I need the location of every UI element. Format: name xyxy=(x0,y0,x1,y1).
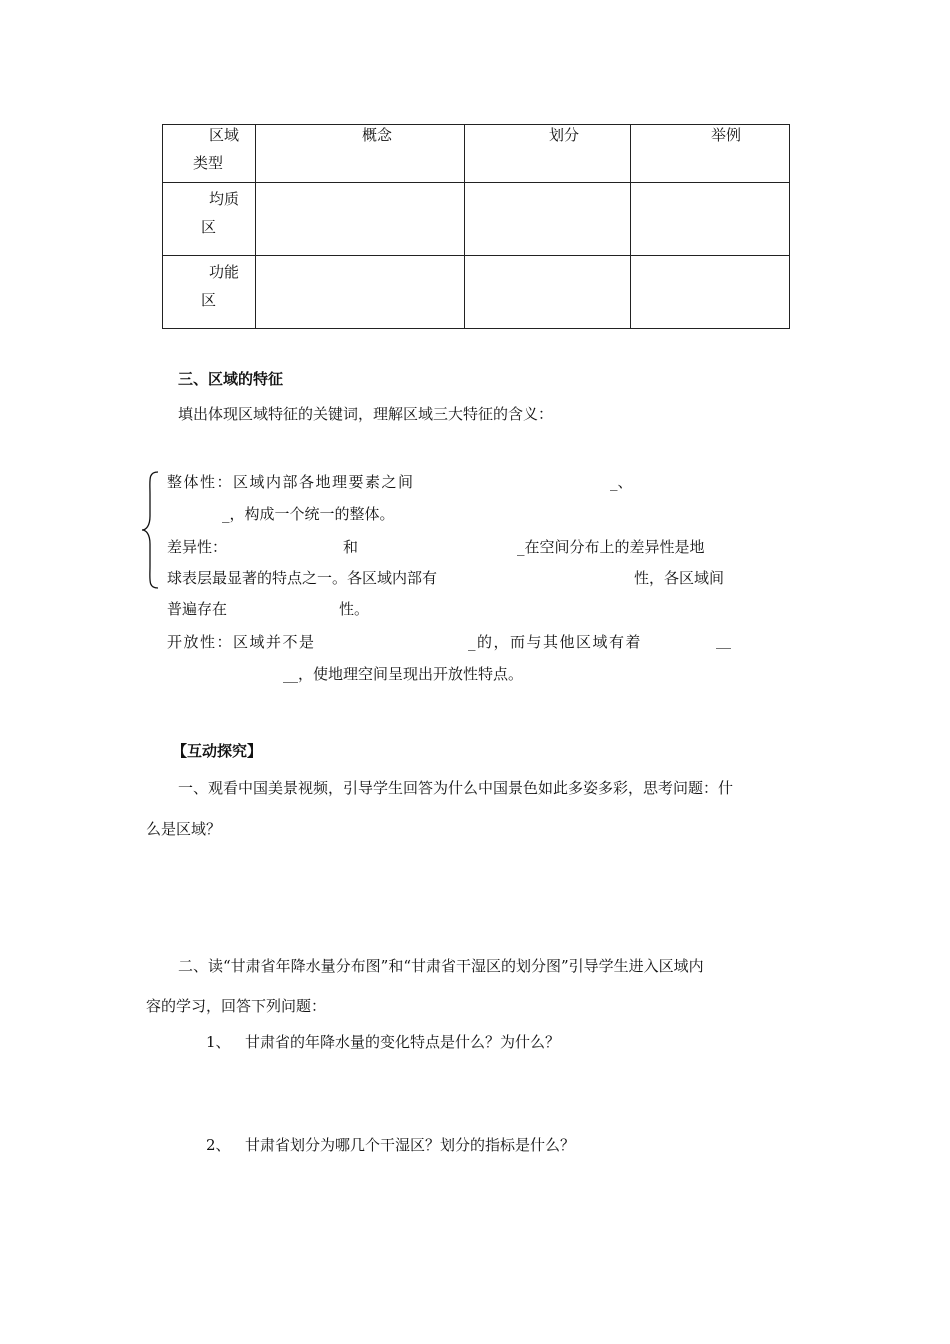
concept-cell[interactable] xyxy=(256,256,465,329)
row-type-line1: 功能 xyxy=(209,263,240,281)
division-cell[interactable] xyxy=(465,183,631,256)
header-concept: 概念 xyxy=(362,126,393,144)
table-row xyxy=(163,256,790,329)
whole-text: 整体性：区域内部各地理要素之间 xyxy=(167,473,415,491)
header-type-line2: 类型 xyxy=(193,154,224,172)
row-type-line2: 区 xyxy=(201,218,217,236)
sub-question-2-number: 2、 xyxy=(206,1136,231,1154)
diff-text-4: 普遍存在 xyxy=(167,600,228,618)
division-cell[interactable] xyxy=(465,256,631,329)
open-label: 开放性：区域并不是 xyxy=(167,633,316,651)
brace-icon xyxy=(140,470,160,590)
diff-text-5: 性。 xyxy=(339,600,370,618)
whole-text-end: _，构成一个统一的整体。 xyxy=(222,505,395,523)
diff-text-1: _在空间分布上的差异性是地 xyxy=(517,538,705,556)
question-2-line-2: 容的学习，回答下列问题： xyxy=(146,997,327,1015)
open-text-2: __，使地理空间呈现出开放性特点。 xyxy=(283,665,524,683)
header-type-line1: 区域 xyxy=(209,126,240,144)
explore-heading: 【互动探究】 xyxy=(172,742,263,760)
question-2-line-1: 二、读“甘肃省年降水量分布图”和“甘肃省干湿区的划分图”引导学生进入区域内 xyxy=(178,957,704,975)
header-cell-type xyxy=(163,125,256,183)
sub-question-2: 甘肃省划分为哪几个干湿区？划分的指标是什么？ xyxy=(245,1136,576,1154)
table-row xyxy=(163,183,790,256)
section-3-instruction: 填出体现区域特征的关键词，理解区域三大特征的含义： xyxy=(178,405,554,423)
sub-question-1-number: 1、 xyxy=(206,1033,231,1051)
diff-text-2: 球表层最显著的特点之一。各区域内部有 xyxy=(167,569,438,587)
concept-cell[interactable] xyxy=(256,183,465,256)
region-type-table xyxy=(162,124,790,329)
open-blank: __ xyxy=(716,631,731,649)
header-division: 划分 xyxy=(549,126,580,144)
question-1-line-1: 一、观看中国美景视频，引导学生回答为什么中国景色如此多姿多彩，思考问题：什 xyxy=(178,779,734,797)
example-cell[interactable] xyxy=(631,183,790,256)
diff-and: 和 xyxy=(343,538,359,556)
row-type-line2: 区 xyxy=(201,291,217,309)
header-example: 举例 xyxy=(711,126,742,144)
row-type-cell xyxy=(163,256,256,329)
header-cell-concept xyxy=(256,125,465,183)
header-cell-division xyxy=(465,125,631,183)
example-cell[interactable] xyxy=(631,256,790,329)
diff-text-3: 性，各区域间 xyxy=(634,569,725,587)
whole-blank-1: _、 xyxy=(610,473,633,491)
section-3-heading: 三、区域的特征 xyxy=(178,370,284,388)
row-type-cell xyxy=(163,183,256,256)
sub-question-1: 甘肃省的年降水量的变化特点是什么？为什么？ xyxy=(245,1033,561,1051)
table-header-row xyxy=(163,125,790,183)
open-text-1: _的，而与其他区域有着 xyxy=(468,633,643,651)
question-1-line-2: 么是区域？ xyxy=(146,820,222,838)
header-cell-example xyxy=(631,125,790,183)
diff-label: 差异性： xyxy=(167,538,228,556)
row-type-line1: 均质 xyxy=(209,190,240,208)
